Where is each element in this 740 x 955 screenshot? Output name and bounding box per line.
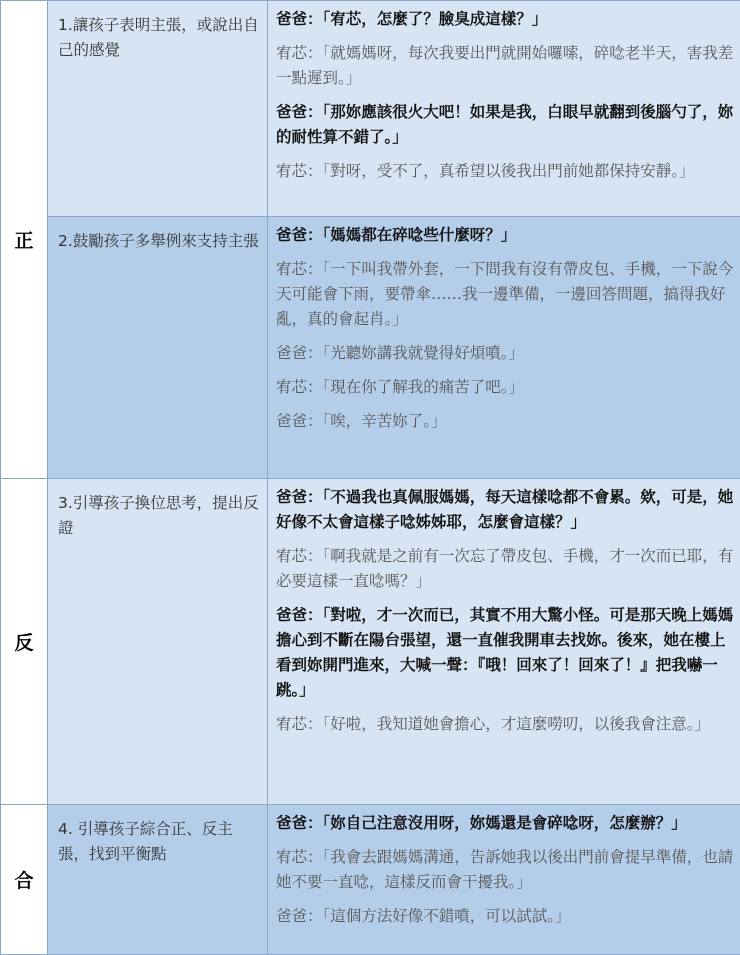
dialogue-line: 宥芯：「啊我就是之前有一次忘了帶皮包、手機，才一次而已耶，有必要這樣一直唸嗎？」 xyxy=(276,544,734,594)
dialogue-line: 爸爸：「這個方法好像不錯噴，可以試試。」 xyxy=(276,904,734,929)
dialogue-line: 宥芯：「現在你了解我的痛苦了吧。」 xyxy=(276,375,734,400)
dialogue-line: 爸爸：「那妳應該很火大吧！如果是我，白眼早就翻到後腦勺了，妳的耐性算不錯了。」 xyxy=(276,100,734,150)
table-row xyxy=(1,217,740,479)
dialogue-cell xyxy=(268,805,740,955)
table-row xyxy=(1,479,740,805)
dialogue-line: 爸爸：「妳自己注意沒用呀，妳媽還是會碎唸呀，怎麼辦？」 xyxy=(276,811,734,836)
step-label: 3.引導孩子換位思考，提出反證 xyxy=(48,479,268,805)
dialogue-line: 爸爸：「唉，辛苦妳了。」 xyxy=(276,409,734,434)
section-label: 合 xyxy=(1,805,48,955)
table-row xyxy=(1,805,740,955)
dialogue-cell xyxy=(268,217,740,479)
dialogue-line: 宥芯：「我會去跟媽媽溝通，告訴她我以後出門前會提早準備，也請她不要一直唸，這樣反而會干擾我。」 xyxy=(276,845,734,895)
dialogue-line: 宥芯：「對呀，受不了，真希望以後我出門前她都保持安靜。」 xyxy=(276,159,734,184)
dialogue-line: 宥芯：「一下叫我帶外套，一下問我有沒有帶皮包、手機，一下說今天可能會下雨，要帶傘……我一邊準備，一邊回答問題，搞得我好亂，真的會起肖。」 xyxy=(276,257,734,332)
step-label: 1.讓孩子表明主張，或說出自己的感覺 xyxy=(48,1,268,217)
dialogue-line: 爸爸：「對啦，才一次而已，其實不用大驚小怪。可是那天晚上媽媽擔心到不斷在陽台張望，還一直催我開車去找妳。後來，她在樓上看到妳開門進來，大喊一聲：『哦！回來了！回來了！』把我嚇一跳。」 xyxy=(276,603,734,703)
step-label: 4. 引導孩子綜合正、反主張，找到平衡點 xyxy=(48,805,268,955)
table-row xyxy=(1,1,740,217)
dialogue-line: 爸爸：「媽媽都在碎唸些什麼呀？」 xyxy=(276,223,734,248)
step-label: 2.鼓勵孩子多舉例來支持主張 xyxy=(48,217,268,479)
section-label: 正 xyxy=(1,1,48,479)
dialogue-cell xyxy=(268,479,740,805)
dialogue-cell xyxy=(268,1,740,217)
dialogue-line: 爸爸：「宥芯，怎麼了？臉臭成這樣？」 xyxy=(276,7,734,32)
dialogue-line: 爸爸：「光聽妳講我就覺得好煩噴。」 xyxy=(276,341,734,366)
dialogue-line: 宥芯：「好啦，我知道她會擔心，才這麼嘮叨，以後我會注意。」 xyxy=(276,712,734,737)
section-label: 反 xyxy=(1,479,48,805)
dialogue-line: 宥芯：「就媽媽呀，每次我要出門就開始囉嗦，碎唸老半天，害我差一點遲到。」 xyxy=(276,41,734,91)
dialogue-line: 爸爸：「不過我也真佩服媽媽，每天這樣唸都不會累。欸，可是，她好像不太會這樣子唸姊姊耶，怎麼會這樣？」 xyxy=(276,485,734,535)
